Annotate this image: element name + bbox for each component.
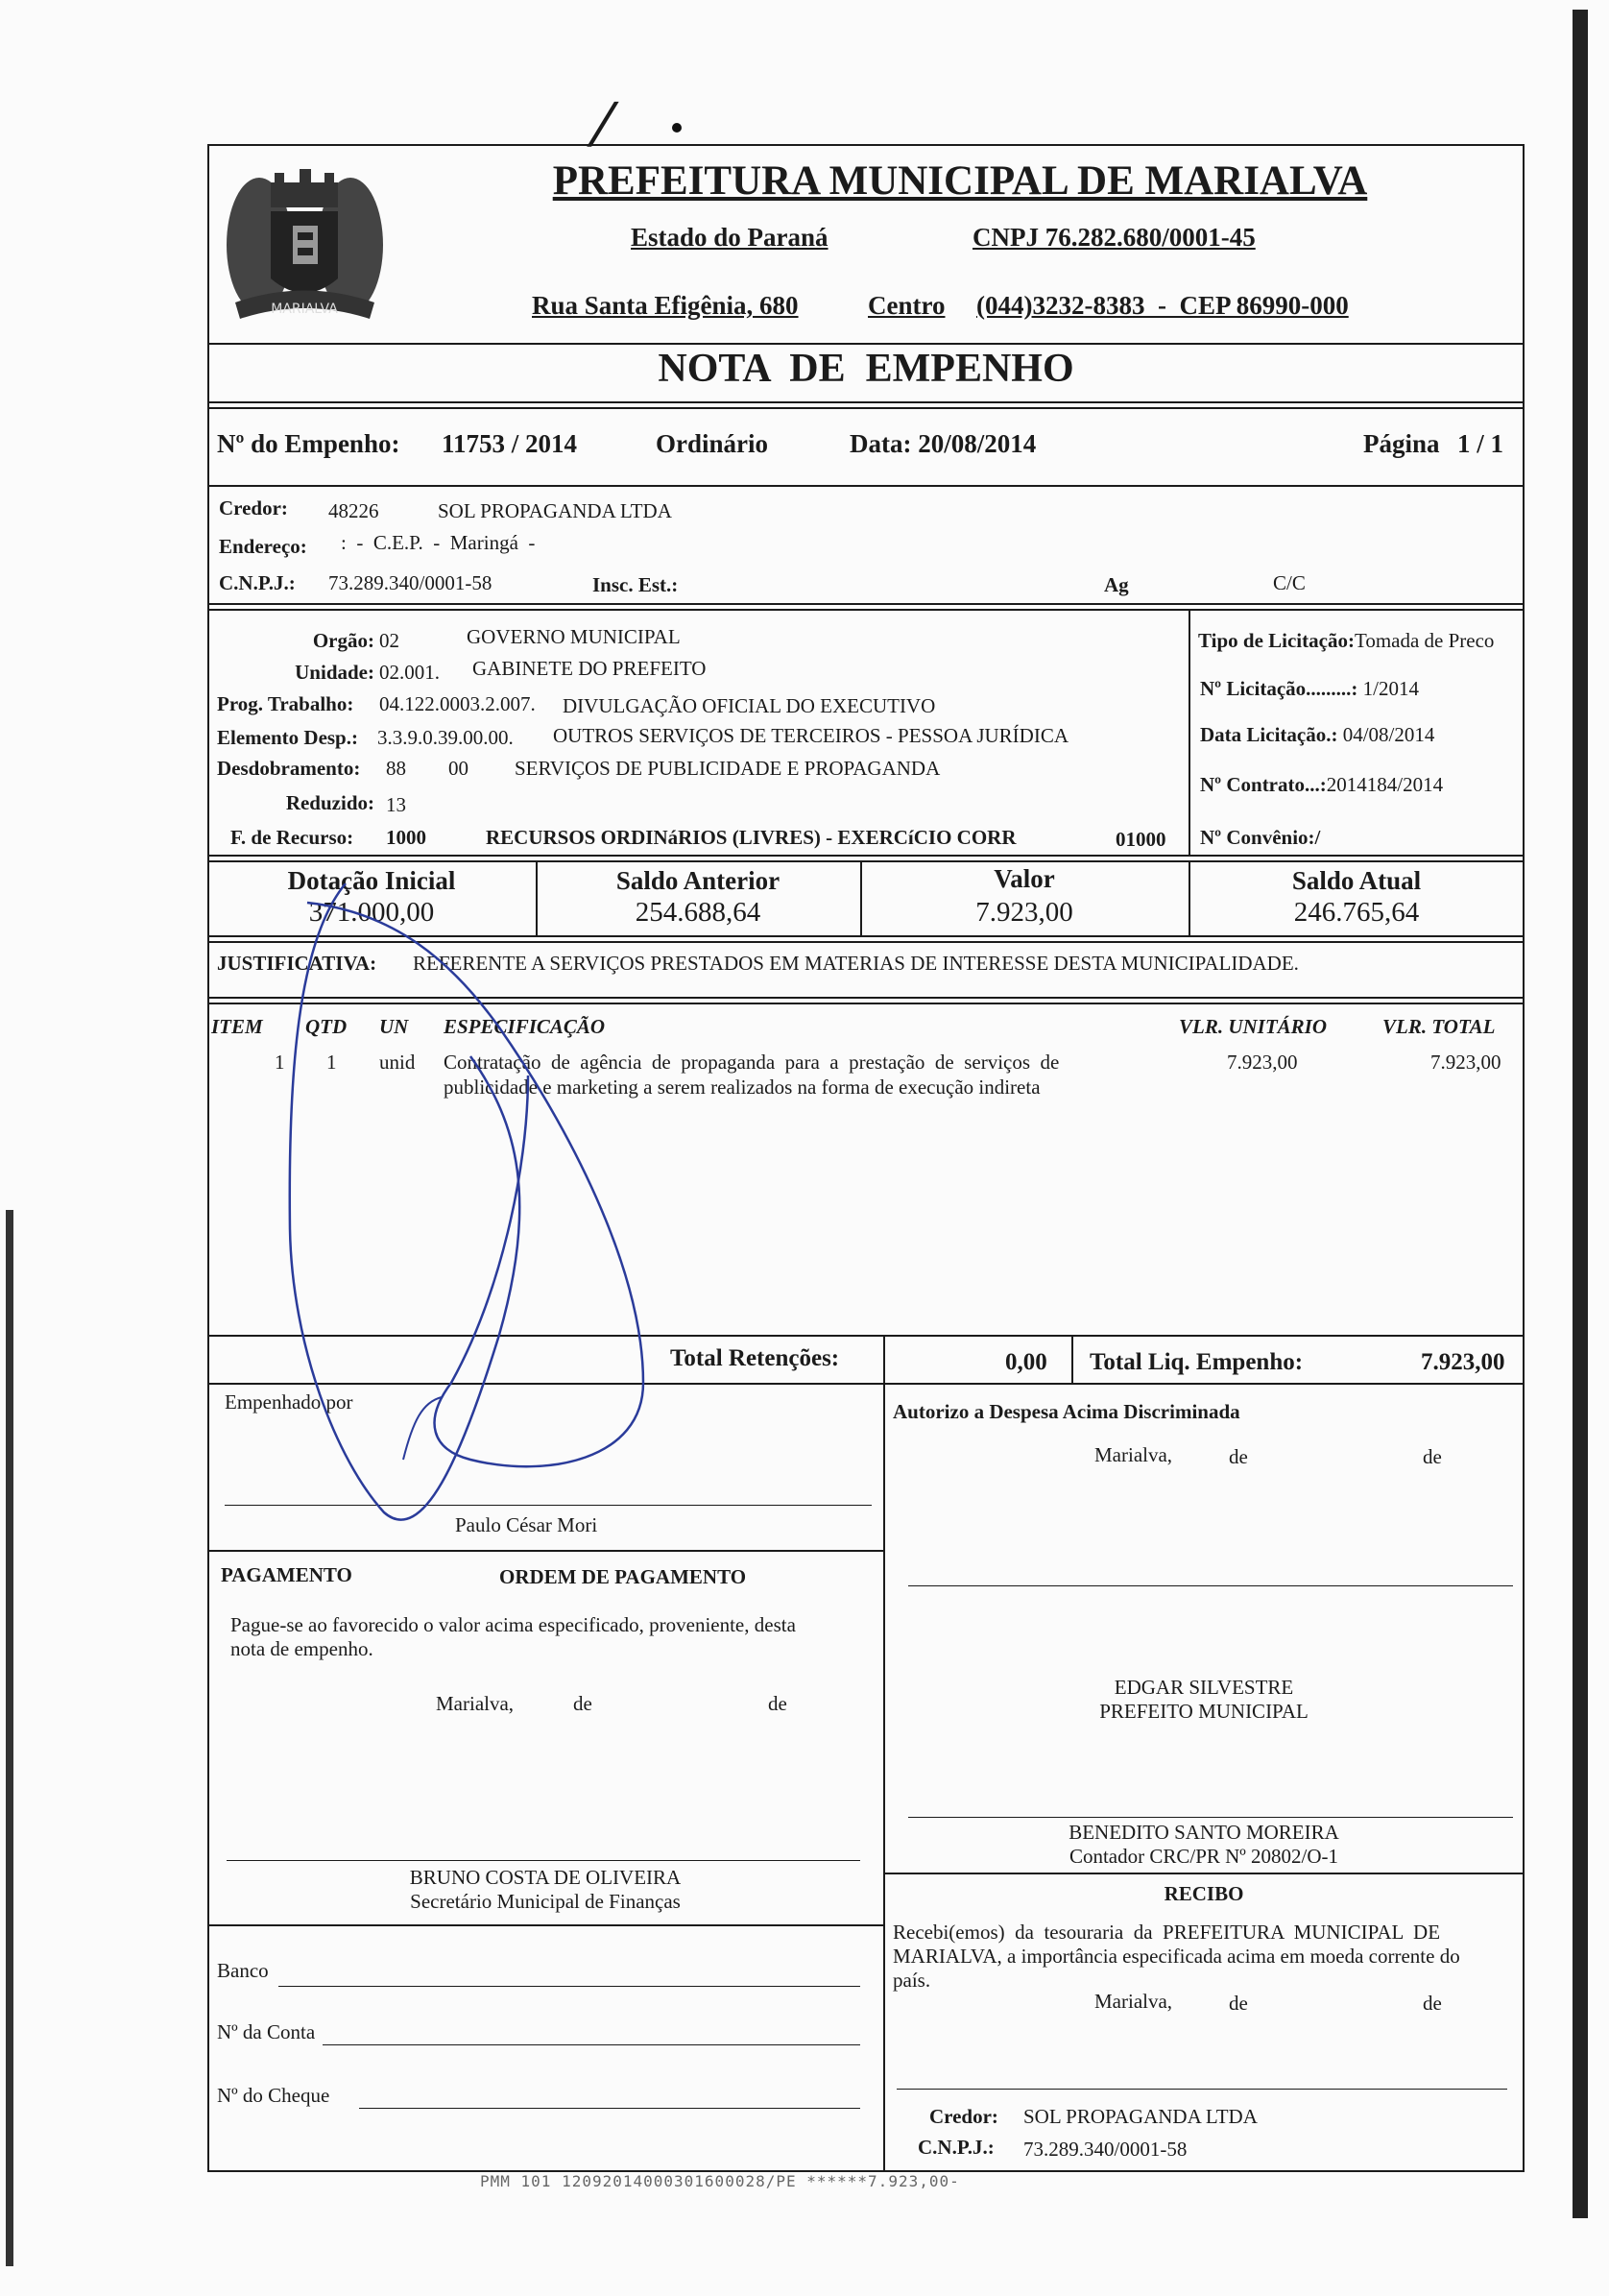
numero-conta-label: Nº da Conta	[217, 2020, 316, 2043]
divider	[207, 609, 1525, 611]
municipality-address: Rua Santa Efigênia, 680	[532, 291, 799, 320]
recibo-de-1: de	[1229, 1992, 1248, 2015]
conta-line	[323, 2044, 860, 2045]
page-number: 1 / 1	[1457, 429, 1504, 458]
divider	[207, 401, 1525, 403]
fonte-recurso-code: 1000	[386, 826, 426, 849]
empenho-date: Data: 20/08/2014	[850, 429, 1037, 458]
secretario-signature-line	[227, 1860, 860, 1861]
data-licitacao: 04/08/2014	[1342, 723, 1435, 746]
autorizo-despesa: Autorizo a Despesa Acima Discriminada	[893, 1400, 1240, 1423]
divider	[883, 1873, 1525, 1874]
secretario-title: Secretário Municipal de Finanças	[410, 1890, 681, 1913]
empenho-number-label: Nº do Empenho:	[217, 429, 400, 458]
pague-se-line1: Pague-se ao favorecido o valor acima especificado, proveniente, desta	[230, 1613, 796, 1636]
item-vlr-unitario: 7.923,00	[1227, 1051, 1298, 1074]
contador-signature-line	[908, 1817, 1513, 1818]
desdobramento-sub: 00	[448, 757, 468, 780]
contador-name: BENEDITO SANTO MOREIRA	[1069, 1821, 1339, 1844]
divider	[207, 603, 1525, 605]
recibo-line3: país.	[893, 1969, 931, 1992]
footer-cnpj: 73.289.340/0001-58	[1023, 2138, 1188, 2161]
pagamento-de-2: de	[768, 1692, 787, 1715]
divider	[207, 1924, 883, 1926]
municipality-cnpj: CNPJ 76.282.680/0001-45	[973, 223, 1256, 252]
municipality-district: Centro	[868, 291, 946, 320]
licitacao-number: 1/2014	[1362, 677, 1419, 700]
empenho-number: 11753 / 2014	[442, 429, 578, 458]
justificativa-label: JUSTIFICATIVA:	[217, 952, 377, 975]
divider	[207, 1550, 883, 1552]
divider	[883, 1383, 885, 2172]
total-liquido-label: Total Liq. Empenho:	[1090, 1349, 1304, 1375]
licitacao-number-label: Nº Licitação.........: 1/2014	[1200, 677, 1419, 700]
credor-cnpj: 73.289.340/0001-58	[328, 571, 492, 594]
footer-credor-name: SOL PROPAGANDA LTDA	[1023, 2105, 1258, 2128]
col-header-especificacao: ESPECIFICAÇÃO	[444, 1015, 606, 1038]
col-header-vlr-total: VLR. TOTAL	[1382, 1015, 1496, 1038]
elemento-desp-desc: OUTROS SERVIÇOS DE TERCEIROS - PESSOA JURÍDICA	[553, 724, 1069, 747]
item-vlr-total: 7.923,00	[1430, 1051, 1501, 1074]
elemento-desp-code: 3.3.9.0.39.00.00.	[377, 726, 514, 749]
divider	[883, 1335, 885, 1383]
divider	[1071, 1335, 1073, 1383]
footer-credor-label: Credor:	[929, 2105, 998, 2128]
svg-text:MARIALVA: MARIALVA	[271, 302, 338, 317]
saldo-atual-value: 246.765,64	[1293, 897, 1420, 928]
dotacao-inicial-value: 371.000,00	[308, 897, 435, 928]
col-header-item: ITEM	[211, 1015, 263, 1038]
prefeito-name: EDGAR SILVESTRE	[1114, 1676, 1294, 1699]
banco-line	[278, 1986, 860, 1987]
autorizo-de-1: de	[1229, 1445, 1248, 1468]
tipo-licitacao: Tomada de Preco	[1354, 629, 1495, 652]
total-retencoes-label: Total Retenções:	[670, 1345, 840, 1371]
scan-dot	[672, 123, 682, 133]
col-header-qtd: QTD	[305, 1015, 348, 1038]
banco-label: Banco	[217, 1959, 269, 1982]
numero-cheque-label: Nº do Cheque	[217, 2084, 330, 2107]
contrato-number: 2014184/2014	[1326, 773, 1444, 796]
prog-trabalho-code: 04.122.0003.2.007.	[379, 692, 536, 715]
prog-trabalho-label: Prog. Trabalho:	[217, 692, 354, 715]
fonte-recurso-label: F. de Recurso:	[230, 826, 354, 849]
barcode-text: PMM 101 12092014000301600028/PE ******7.923,00-	[480, 2172, 960, 2190]
contrato-label: Nº Contrato...:2014184/2014	[1200, 773, 1444, 796]
dotacao-inicial-label: Dotação Inicial	[287, 866, 456, 895]
municipality-title: PREFEITURA MUNICIPAL DE MARIALVA	[552, 158, 1368, 204]
divider	[207, 485, 1525, 487]
elemento-desp-label: Elemento Desp.:	[217, 726, 358, 749]
reduzido-label: Reduzido:	[285, 791, 374, 814]
scan-edge-right	[1573, 10, 1588, 2218]
coat-of-arms-logo	[211, 154, 398, 336]
recibo-signature-line	[897, 2089, 1507, 2090]
total-retencoes-value: 0,00	[1005, 1349, 1047, 1375]
item-spec-line1: Contratação de agência de propaganda para a prestação de serviços de	[444, 1051, 1060, 1074]
desdobramento-code: 88	[386, 757, 406, 780]
reduzido-code: 13	[386, 793, 406, 816]
conta-corrente-label: C/C	[1273, 571, 1306, 594]
empenhado-name: Paulo César Mori	[455, 1513, 598, 1536]
divider	[207, 855, 1525, 857]
recibo-city: Marialva,	[1094, 1990, 1173, 2013]
prefeito-title: PREFEITO MUNICIPAL	[1099, 1700, 1309, 1723]
credor-name: SOL PROPAGANDA LTDA	[438, 499, 672, 522]
handwritten-signature	[278, 883, 662, 1536]
col-header-vlr-unitario: VLR. UNITÁRIO	[1179, 1015, 1328, 1038]
pagamento-de-1: de	[573, 1692, 592, 1715]
pague-se-line2: nota de empenho.	[230, 1637, 373, 1660]
divider	[207, 407, 1525, 409]
pagamento-city: Marialva,	[436, 1692, 515, 1715]
state-name: Estado do Paraná	[631, 223, 829, 252]
agencia-label: Ag	[1104, 573, 1129, 596]
empenho-type: Ordinário	[656, 429, 769, 458]
valor-value: 7.923,00	[975, 897, 1073, 928]
tipo-licitacao-label: Tipo de Licitação:Tomada de Preco	[1198, 629, 1495, 652]
unidade-label: Unidade:	[295, 661, 374, 684]
divider	[207, 343, 1525, 345]
col-header-un: UN	[379, 1015, 409, 1038]
credor-label: Credor:	[219, 496, 288, 520]
credor-code: 48226	[328, 499, 379, 522]
total-liquido-value: 7.923,00	[1421, 1349, 1505, 1375]
item-un: unid	[379, 1051, 416, 1074]
desdobramento-label: Desdobramento:	[217, 757, 361, 780]
secretario-name: BRUNO COSTA DE OLIVEIRA	[409, 1866, 682, 1889]
saldo-atual-label: Saldo Atual	[1291, 866, 1422, 895]
prog-trabalho-desc: DIVULGAÇÃO OFICIAL DO EXECUTIVO	[563, 694, 936, 717]
divider	[1189, 609, 1190, 855]
ordem-pagamento-title: ORDEM DE PAGAMENTO	[499, 1565, 747, 1588]
scan-mark: /	[583, 87, 622, 161]
autorizo-de-2: de	[1423, 1445, 1442, 1468]
document-title: NOTA DE EMPENHO	[658, 347, 1074, 391]
saldo-anterior-value: 254.688,64	[635, 897, 761, 928]
insc-est-label: Insc. Est.:	[592, 573, 679, 596]
desdobramento-desc: SERVIÇOS DE PUBLICIDADE E PROPAGANDA	[515, 757, 941, 780]
divider	[207, 860, 1525, 862]
contador-title: Contador CRC/PR Nº 20802/O-1	[1069, 1845, 1339, 1868]
municipality-phone-cep: (044)3232-8383 - CEP 86990-000	[976, 291, 1349, 320]
prefeito-signature-line	[908, 1585, 1513, 1586]
endereco-value: : - C.E.P. - Maringá -	[341, 531, 536, 554]
fonte-recurso-desc: RECURSOS ORDINáRIOS (LIVRES) - EXERCíCIO CORR	[486, 826, 1017, 849]
page-label: Página	[1363, 429, 1440, 458]
justificativa-text: REFERENTE A SERVIÇOS PRESTADOS EM MATERIAS DE INTERESSE DESTA MUNICIPALIDADE.	[413, 952, 1299, 975]
convenio-label: Nº Convênio:/	[1200, 826, 1321, 849]
fonte-recurso-number: 01000	[1116, 828, 1166, 851]
footer-cnpj-label: C.N.P.J.:	[918, 2136, 995, 2159]
credor-cnpj-label: C.N.P.J.:	[219, 571, 296, 594]
scan-edge-left	[6, 1210, 13, 2266]
item-spec-line2: publicidade e marketing a serem realizados na forma de execução indireta	[444, 1075, 1041, 1099]
recibo-line2: MARIALVA, a importância especificada acima em moeda corrente do	[893, 1945, 1460, 1968]
orgao-desc: GOVERNO MUNICIPAL	[467, 625, 681, 648]
autorizo-city: Marialva,	[1094, 1443, 1173, 1466]
valor-label: Valor	[994, 864, 1055, 893]
saldo-anterior-label: Saldo Anterior	[615, 866, 780, 895]
recibo-line1: Recebi(emos) da tesouraria da PREFEITURA MUNICIPAL DE	[893, 1921, 1441, 1944]
endereco-label: Endereço:	[219, 535, 307, 558]
empenhado-por-label: Empenhado por	[225, 1390, 353, 1414]
item-number: 1	[275, 1051, 285, 1074]
recibo-de-2: de	[1423, 1992, 1442, 2015]
orgao-code: 02	[379, 629, 399, 652]
pagamento-title: PAGAMENTO	[221, 1563, 352, 1586]
unidade-desc: GABINETE DO PREFEITO	[472, 657, 707, 680]
unidade-code: 02.001.	[379, 661, 440, 684]
recibo-title: RECIBO	[1164, 1882, 1244, 1905]
orgao-label: Orgão:	[312, 629, 374, 652]
data-licitacao-label: Data Licitação.: 04/08/2014	[1200, 723, 1435, 746]
item-qtd: 1	[326, 1051, 337, 1074]
cheque-line	[359, 2108, 860, 2109]
